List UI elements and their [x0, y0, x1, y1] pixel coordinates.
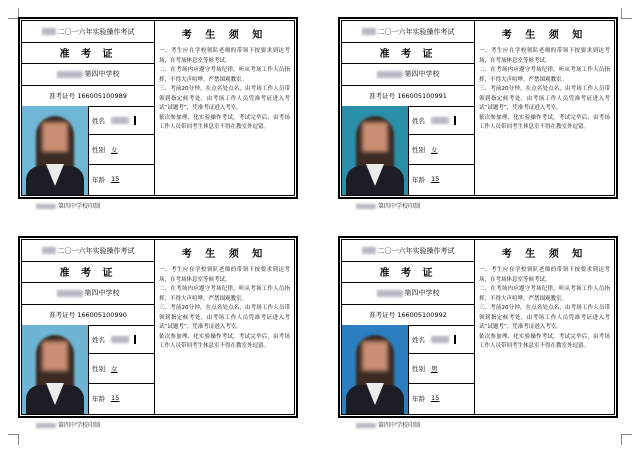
footer-text: 第四中学校印制 — [58, 203, 101, 210]
gender-label: 性别 — [412, 146, 425, 155]
student-fields — [89, 106, 154, 195]
exam-title-row — [22, 240, 154, 262]
exam-number-label: 准考证号 — [369, 92, 396, 100]
exam-title: 二〇一六年实验操作考试 — [377, 27, 455, 36]
redacted-region — [36, 423, 56, 428]
age-field — [89, 384, 154, 413]
school-row — [22, 282, 154, 305]
school-name: 第四中学校 — [404, 289, 440, 297]
school-name: 第四中学校 — [84, 70, 120, 78]
admission-ticket-card — [338, 17, 618, 199]
notice-panel — [475, 240, 614, 414]
gender-value: 女 — [431, 146, 438, 155]
redacted-name — [431, 117, 449, 124]
exam-number: 166005100991 — [397, 91, 447, 100]
redacted-region — [42, 28, 56, 35]
redacted-region — [362, 247, 376, 254]
admission-ticket-card — [338, 236, 618, 418]
name-marker — [454, 116, 456, 125]
ticket-info-panel — [22, 240, 155, 414]
ticket-label: 准 考 证 — [342, 42, 474, 64]
blurred-face — [42, 122, 68, 152]
redacted-region — [36, 204, 56, 209]
exam-number: 166005100992 — [397, 310, 447, 319]
school-row — [342, 63, 474, 86]
age-label: 年龄 — [412, 175, 425, 184]
notice-paragraph: 二、在考场内应遵守考场纪律，听从考场工作人员指挥，不得大声喧哗，严禁围观教室。 — [479, 286, 610, 302]
exam-title: 二〇一六年实验操作考试 — [377, 246, 455, 255]
footer-text: 第四中学校印制 — [58, 422, 101, 429]
name-label: 姓名 — [412, 335, 425, 344]
notice-paragraph: 依次参加理、化实验操作考试，考试完毕后，由考场工作人员带回考生休息室不得在教室外逗留。 — [159, 333, 290, 349]
crop-mark-top-right — [621, 8, 632, 19]
age-value: 15 — [431, 175, 440, 184]
age-label: 年龄 — [92, 394, 105, 403]
notice-paragraph: 一、考生应在学校领队老师的带领下按要求到达考场，在考场休息室等候考试。 — [479, 48, 610, 64]
notice-paragraph: 二、在考场内应遵守考场纪律，听从考场工作人员指挥，不得大声喧哗，严禁围观教室。 — [159, 67, 290, 83]
notice-title: 考 生 须 知 — [501, 249, 588, 260]
notice-title: 考 生 须 知 — [181, 30, 268, 41]
notice-panel — [155, 240, 294, 414]
ticket-info-panel — [342, 21, 475, 195]
printed-by-footer — [356, 420, 420, 429]
name-field — [409, 106, 474, 135]
exam-number-row — [342, 304, 474, 326]
gender-field — [89, 354, 154, 383]
school-name: 第四中学校 — [84, 289, 120, 297]
age-field — [89, 165, 154, 194]
redacted-name — [111, 336, 129, 343]
redacted-name — [111, 117, 129, 124]
redacted-region — [57, 290, 83, 297]
printed-by-footer — [36, 420, 100, 429]
notice-paragraph: 二、在考场内应遵守考场纪律，听从考场工作人员指挥，不得大声喧哗，严禁围观教室。 — [159, 286, 290, 302]
blurred-face — [362, 341, 388, 371]
notice-paragraph: 一、考生应在学校领队老师的带领下按要求到达考场，在考场休息室等候考试。 — [159, 267, 290, 283]
gender-value: 女 — [111, 365, 118, 374]
notice-title: 考 生 须 知 — [181, 249, 268, 260]
redacted-region — [356, 204, 376, 209]
exam-number: 166005100989 — [77, 91, 127, 100]
notice-panel — [475, 21, 614, 195]
redacted-region — [362, 28, 376, 35]
notice-paragraph: 三、考前20分钟，在点名处点名，由考场工作人员带领到指定候考处，由考场工作人员凭准考证进入考试“试题考”，凭准考证进入考室。 — [479, 86, 610, 111]
age-value: 15 — [111, 175, 120, 184]
exam-number-row — [342, 85, 474, 107]
exam-title: 二〇一六年实验操作考试 — [57, 246, 135, 255]
school-row — [22, 63, 154, 86]
exam-number-row — [22, 304, 154, 326]
redacted-region — [57, 71, 83, 78]
student-photo — [22, 106, 89, 195]
notice-paragraph: 三、考前20分钟，在点名处点名，由考场工作人员带领到指定候考处，由考场工作人员凭准考证进入考试“试题考”，凭准考证进入考室。 — [159, 305, 290, 330]
exam-title-row — [22, 21, 154, 43]
ticket-label: 准 考 证 — [342, 261, 474, 283]
notice-paragraph: 三、考前20分钟，在点名处点名，由考场工作人员带领到指定候考处，由考场工作人员凭准考证进入考试“试题考”，凭准考证进入考室。 — [479, 305, 610, 330]
age-value: 15 — [431, 394, 440, 403]
notice-paragraph: 依次参加理、化实验操作考试，考试完毕后，由考场工作人员带回考生休息室不得在教室外逗留。 — [479, 333, 610, 349]
name-label: 姓名 — [92, 335, 105, 344]
redacted-region — [377, 290, 403, 297]
crop-mark-bottom-right — [621, 434, 632, 445]
notice-paragraph: 一、考生应在学校领队老师的带领下按要求到达考场，在考场休息室等候考试。 — [159, 48, 290, 64]
notice-paragraph: 依次参加理、化实验操作考试，考试完毕后，由考场工作人员带回考生休息室不得在教室外逗留。 — [479, 114, 610, 130]
printed-by-footer — [36, 201, 100, 210]
gender-field — [409, 135, 474, 164]
name-marker — [134, 335, 136, 344]
ticket-label: 准 考 证 — [22, 42, 154, 64]
notice-panel — [155, 21, 294, 195]
notice-paragraph: 三、考前20分钟，在点名处点名，由考场工作人员带领到指定候考处，由考场工作人员凭准考证进入考试“试题考”，凭准考证进入考室。 — [159, 86, 290, 111]
gender-value: 男 — [431, 365, 438, 374]
redacted-region — [377, 71, 403, 78]
student-fields — [89, 325, 154, 414]
age-value: 15 — [111, 394, 120, 403]
exam-number-label: 准考证号 — [49, 311, 76, 319]
ticket-info-panel — [22, 21, 155, 195]
gender-label: 性别 — [412, 365, 425, 374]
exam-title: 二〇一六年实验操作考试 — [57, 27, 135, 36]
student-fields — [409, 325, 474, 414]
gender-field — [409, 354, 474, 383]
school-name: 第四中学校 — [404, 70, 440, 78]
name-marker — [134, 116, 136, 125]
name-field — [89, 325, 154, 354]
notice-title: 考 生 须 知 — [501, 30, 588, 41]
age-label: 年龄 — [92, 175, 105, 184]
admission-ticket-card — [18, 236, 298, 418]
exam-number-label: 准考证号 — [369, 311, 396, 319]
exam-title-row — [342, 240, 474, 262]
printed-by-footer — [356, 201, 420, 210]
blurred-face — [42, 341, 68, 371]
name-marker — [454, 335, 456, 344]
ticket-info-panel — [342, 240, 475, 414]
admission-ticket-card — [18, 17, 298, 199]
student-fields — [409, 106, 474, 195]
gender-label: 性别 — [92, 365, 105, 374]
redacted-region — [356, 423, 376, 428]
ticket-label: 准 考 证 — [22, 261, 154, 283]
age-label: 年龄 — [412, 394, 425, 403]
crop-mark-bottom-left — [8, 434, 19, 445]
exam-number-row — [22, 85, 154, 107]
exam-number: 166005100990 — [77, 310, 127, 319]
notice-paragraph: 一、考生应在学校领队老师的带领下按要求到达考场，在考场休息室等候考试。 — [479, 267, 610, 283]
redacted-name — [431, 336, 449, 343]
notice-paragraph: 二、在考场内应遵守考场纪律，听从考场工作人员指挥，不得大声喧哗，严禁围观教室。 — [479, 67, 610, 83]
gender-value: 女 — [111, 146, 118, 155]
gender-field — [89, 135, 154, 164]
student-photo — [22, 325, 89, 414]
school-row — [342, 282, 474, 305]
exam-title-row — [342, 21, 474, 43]
age-field — [409, 165, 474, 194]
footer-text: 第四中学校印制 — [378, 203, 421, 210]
gender-label: 性别 — [92, 146, 105, 155]
name-field — [409, 325, 474, 354]
name-label: 姓名 — [92, 116, 105, 125]
exam-number-label: 准考证号 — [49, 92, 76, 100]
name-field — [89, 106, 154, 135]
notice-paragraph: 依次参加理、化实验操作考试，考试完毕后，由考场工作人员带回考生休息室不得在教室外逗留。 — [159, 114, 290, 130]
redacted-region — [42, 247, 56, 254]
footer-text: 第四中学校印制 — [378, 422, 421, 429]
age-field — [409, 384, 474, 413]
student-photo — [342, 325, 409, 414]
blurred-face — [362, 122, 388, 152]
student-photo — [342, 106, 409, 195]
name-label: 姓名 — [412, 116, 425, 125]
